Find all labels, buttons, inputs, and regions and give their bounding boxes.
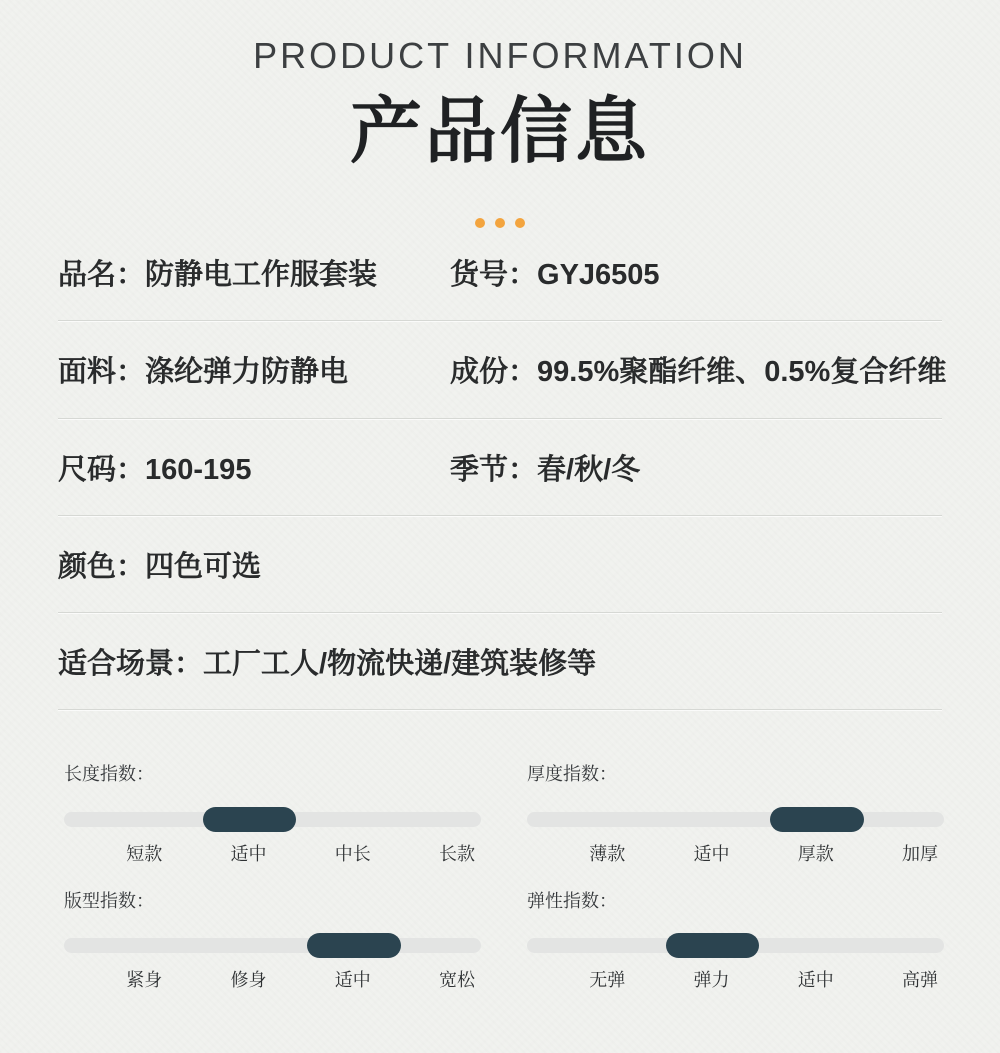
slider-track bbox=[64, 812, 481, 827]
spec-label: 面料： bbox=[58, 356, 146, 389]
spec-row-scenarios bbox=[58, 613, 942, 709]
spec-label: 季节： bbox=[450, 453, 538, 486]
spec-field-scenarios bbox=[58, 647, 596, 681]
accent-dots bbox=[0, 218, 1000, 228]
dot-icon bbox=[475, 218, 485, 228]
spec-value: 99.5%聚酯纤维、0.5%复合纤维 bbox=[537, 356, 947, 389]
spec-value: 工厂工人/物流快递/建筑装修等 bbox=[203, 648, 597, 681]
slider-option: 无弹 bbox=[589, 970, 626, 991]
spec-row-color bbox=[58, 516, 942, 612]
slider-option: 适中 bbox=[334, 970, 371, 991]
slider-option: 高弹 bbox=[902, 970, 938, 991]
slider-pill bbox=[666, 933, 759, 958]
slider-option: 适中 bbox=[230, 844, 267, 864]
spec-value: 防静电工作服套装 bbox=[145, 259, 378, 292]
spec-value: 涤纶弹力防静电 bbox=[145, 356, 349, 389]
slider-option: 中长 bbox=[334, 844, 371, 864]
slider-option: 短款 bbox=[126, 844, 163, 864]
slider-track bbox=[64, 938, 481, 953]
slider-option: 长款 bbox=[439, 844, 475, 864]
spec-field-item-number bbox=[450, 258, 660, 292]
index-group-elasticity bbox=[527, 891, 944, 991]
slider-options bbox=[64, 970, 481, 991]
slider-option: 紧身 bbox=[126, 970, 163, 991]
spec-field-product-name bbox=[58, 258, 450, 292]
spec-row-name-sku bbox=[58, 228, 942, 320]
spec-field-composition bbox=[450, 355, 946, 389]
slider-option: 加厚 bbox=[902, 844, 938, 864]
dot-icon bbox=[515, 218, 525, 228]
spec-value: 160-195 bbox=[145, 453, 252, 486]
index-label: 版型指数： bbox=[64, 890, 154, 911]
slider-pill bbox=[203, 807, 296, 832]
subtitle-en: PRODUCT INFORMATION bbox=[253, 35, 747, 76]
spec-label: 适合场景： bbox=[58, 648, 204, 681]
spec-label: 尺码： bbox=[58, 453, 146, 486]
slider-option: 适中 bbox=[693, 844, 730, 864]
spec-label: 货号： bbox=[450, 259, 538, 292]
slider-options bbox=[64, 844, 481, 865]
slider-pill bbox=[770, 807, 863, 832]
slider-track bbox=[527, 812, 944, 827]
slider-option: 厚款 bbox=[797, 844, 834, 864]
spec-label: 品名： bbox=[58, 259, 146, 292]
slider-options bbox=[527, 844, 944, 865]
spec-list bbox=[0, 228, 1000, 710]
divider bbox=[58, 709, 942, 710]
spec-label: 颜色： bbox=[58, 550, 146, 583]
slider-pill bbox=[307, 933, 400, 958]
slider-option: 弹力 bbox=[693, 970, 730, 991]
slider-option: 适中 bbox=[797, 970, 834, 991]
spec-row-size-season bbox=[58, 419, 942, 515]
slider-option: 宽松 bbox=[439, 970, 475, 991]
index-group-fit bbox=[64, 891, 481, 991]
slider-option: 薄款 bbox=[589, 844, 626, 864]
index-sliders bbox=[0, 764, 1000, 991]
spec-value: GYJ6505 bbox=[537, 259, 660, 292]
spec-label: 成份： bbox=[450, 356, 538, 389]
spec-row-fabric-composition bbox=[58, 321, 947, 417]
index-label: 弹性指数： bbox=[527, 890, 617, 911]
spec-field-color bbox=[58, 550, 261, 584]
index-label: 厚度指数： bbox=[527, 764, 617, 785]
spec-value: 春/秋/冬 bbox=[537, 453, 641, 486]
slider-option: 修身 bbox=[230, 970, 267, 991]
index-label: 长度指数： bbox=[64, 764, 154, 785]
index-group-thickness bbox=[527, 764, 944, 864]
index-group-length bbox=[64, 764, 481, 864]
spec-value: 四色可选 bbox=[145, 550, 262, 583]
spec-field-size bbox=[58, 453, 450, 487]
spec-field-season bbox=[450, 453, 640, 487]
slider-track bbox=[527, 938, 944, 953]
dot-icon bbox=[495, 218, 505, 228]
page-title: 产品信息 bbox=[349, 91, 650, 172]
spec-field-fabric bbox=[58, 355, 450, 389]
slider-options bbox=[527, 970, 944, 991]
